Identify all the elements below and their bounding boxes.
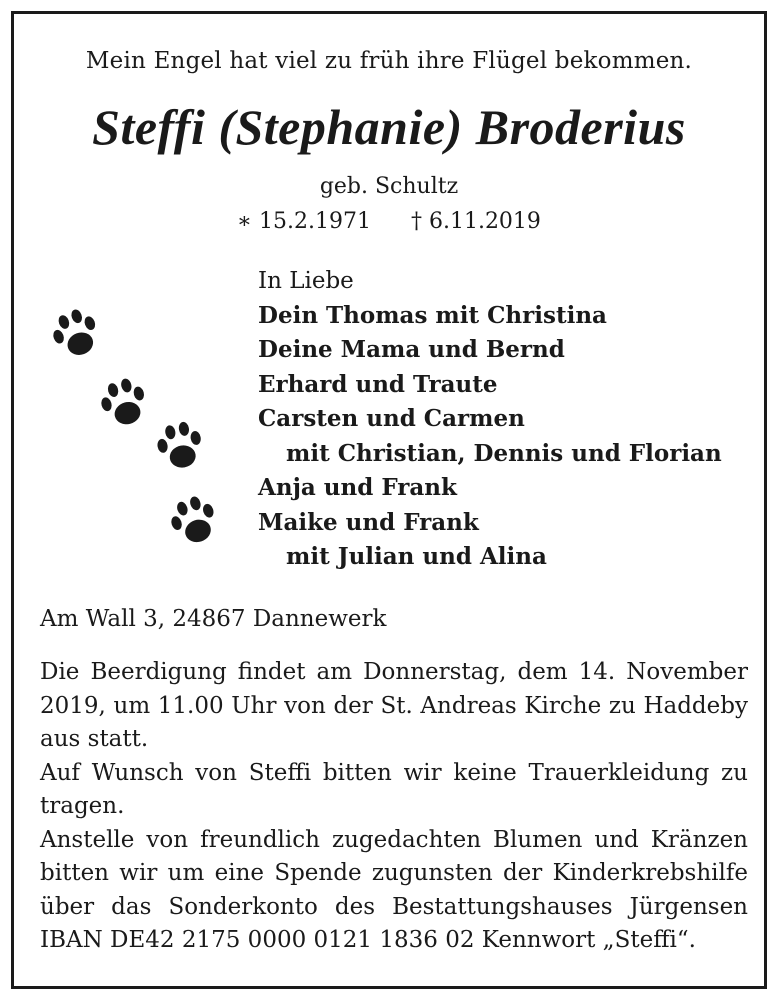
mourner-line: Anja und Frank [258, 474, 457, 501]
birth-date: ∗ 15.2.1971 [237, 209, 371, 234]
death-date: † 6.11.2019 [410, 209, 541, 234]
mourners-intro: In Liebe [258, 268, 354, 294]
mourner-line: mit Julian und Alina [286, 543, 547, 570]
paw-print-icon [42, 300, 108, 370]
mourner-line: mit Christian, Dennis und Florian [286, 439, 722, 467]
paw-print-icon [161, 488, 226, 557]
obituary-frame [11, 11, 767, 989]
dress-code-paragraph: Auf Wunsch von Steffi bitten wir keine Trauerkleidung zu tragen. [40, 759, 748, 819]
mourner-line: Deine Mama und Bernd [258, 336, 565, 363]
donation-paragraph: Anstelle von freundlich zugedachten Blumen und Kränzen bitten wir um eine Spende zugunsten der Kinderkrebshilfe über das Sonderkonto des Bestattungshauses Jürgensen IBAN DE42 2175 0000 0121 1836 02 Kennwort „Steffi“. [40, 826, 748, 953]
funeral-paragraph: Die Beerdigung findet am Donnerstag, dem 14. November 2019, um 11.00 Uhr von der St. Andreas Kirche zu Haddeby aus statt. [40, 659, 748, 752]
mourner-line: Carsten und Carmen [258, 405, 525, 432]
deceased-name: Steffi (Stephanie) Broderius [92, 99, 686, 155]
funeral-notice-text [40, 656, 748, 958]
mourner-line: Erhard und Traute [258, 370, 498, 398]
mourner-line: Maike und Frank [258, 508, 479, 536]
maiden-name: geb. Schultz [319, 174, 459, 199]
motto: Mein Engel hat viel zu früh ihre Flügel bekommen. [85, 48, 693, 74]
mourners-list [258, 264, 722, 575]
paw-print-icon [150, 415, 209, 479]
paw-print-icon [92, 370, 155, 437]
life-dates [14, 209, 764, 234]
address: Am Wall 3, 24867 Dannewerk [40, 606, 387, 632]
mourner-line: Dein Thomas mit Christina [258, 301, 607, 329]
